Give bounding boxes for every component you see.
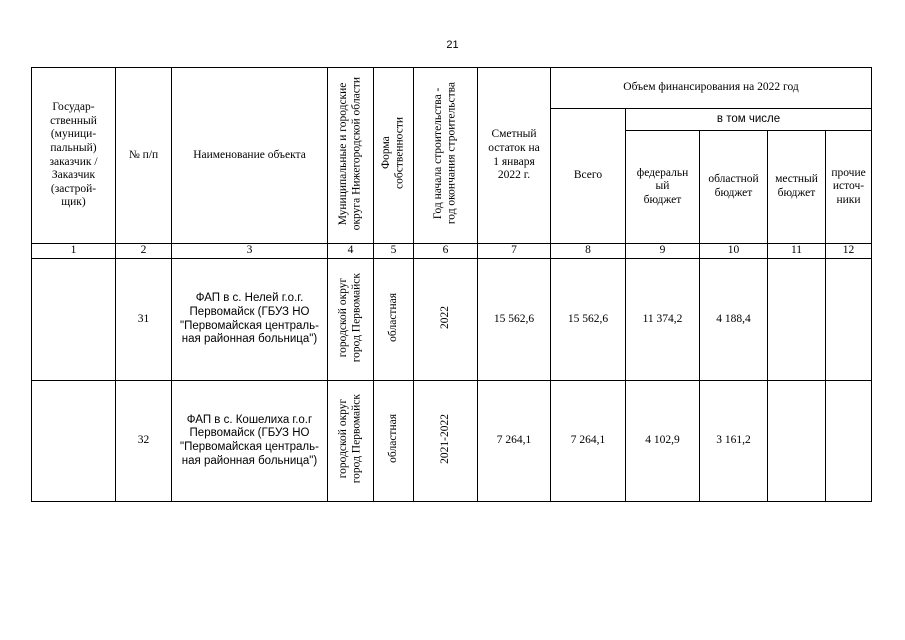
column-number: 5	[374, 244, 414, 259]
row-years-text: 2021-2022	[438, 413, 451, 464]
column-number: 11	[768, 244, 826, 259]
row-local	[768, 381, 826, 502]
row-municipality	[328, 381, 374, 502]
row-years	[414, 259, 478, 381]
row-years	[414, 381, 478, 502]
row-other	[826, 259, 872, 381]
column-number: 12	[826, 244, 872, 259]
row-other	[826, 381, 872, 502]
row-municipality-text: городской округ город Первомайск	[336, 272, 363, 362]
header-financing: Объем финансирования на 2022 год	[551, 68, 872, 109]
row-object-name: ФАП в с. Нелей г.о.г. Первомайск (ГБУЗ НО "Первомайская централь- ная районная больница")	[172, 259, 328, 381]
row-customer	[32, 381, 116, 502]
row-municipality-text: городской округ город Первомайск	[336, 394, 363, 484]
row-total: 7 264,1	[551, 381, 626, 502]
page-number: 21	[446, 39, 459, 51]
header-object-name: Наименование объекта	[172, 68, 328, 244]
row-regional: 3 161,2	[700, 381, 768, 502]
header-ownership-text: Форма собственности	[379, 117, 406, 190]
column-number: 9	[626, 244, 700, 259]
column-number: 10	[700, 244, 768, 259]
header-years-text: Год начала строительства - год окончания строительства	[431, 82, 458, 225]
row-ownership-text: областная	[386, 414, 399, 464]
column-number: 6	[414, 244, 478, 259]
row-object-name: ФАП в с. Кошелиха г.о.г Первомайск (ГБУЗ НО "Первомайская централь- ная районная больница")	[172, 381, 328, 502]
row-estimate: 15 562,6	[478, 259, 551, 381]
header-municipality	[328, 68, 374, 244]
column-number-row	[32, 244, 872, 259]
row-number: 31	[116, 259, 172, 381]
row-customer	[32, 259, 116, 381]
row-estimate: 7 264,1	[478, 381, 551, 502]
table-row	[32, 381, 872, 502]
row-federal: 4 102,9	[626, 381, 700, 502]
header-regional: областной бюджет	[700, 131, 768, 244]
financing-table	[31, 67, 872, 502]
header-ownership	[374, 68, 414, 244]
header-local: местный бюджет	[768, 131, 826, 244]
header-other: прочие источ- ники	[826, 131, 872, 244]
row-years-text: 2022	[438, 305, 451, 329]
row-regional: 4 188,4	[700, 259, 768, 381]
column-number: 8	[551, 244, 626, 259]
header-total: Всего	[551, 109, 626, 244]
header-municipality-text: Муниципальные и городские округа Нижегородской области	[336, 76, 363, 230]
column-number: 3	[172, 244, 328, 259]
table-row	[32, 259, 872, 381]
header-number: № п/п	[116, 68, 172, 244]
row-municipality	[328, 259, 374, 381]
row-federal: 11 374,2	[626, 259, 700, 381]
header-customer: Государ- ственный (муници- пальный) заказчик / Заказчик (застрой- щик)	[32, 68, 116, 244]
column-number: 1	[32, 244, 116, 259]
column-number: 2	[116, 244, 172, 259]
row-total: 15 562,6	[551, 259, 626, 381]
row-local	[768, 259, 826, 381]
header-including: в том числе	[626, 109, 872, 131]
row-ownership	[374, 381, 414, 502]
column-number: 7	[478, 244, 551, 259]
header-estimate: Сметный остаток на 1 января 2022 г.	[478, 68, 551, 244]
row-ownership-text: областная	[386, 292, 399, 342]
column-number: 4	[328, 244, 374, 259]
row-ownership	[374, 259, 414, 381]
header-federal: федеральн ый бюджет	[626, 131, 700, 244]
header-years	[414, 68, 478, 244]
row-number: 32	[116, 381, 172, 502]
